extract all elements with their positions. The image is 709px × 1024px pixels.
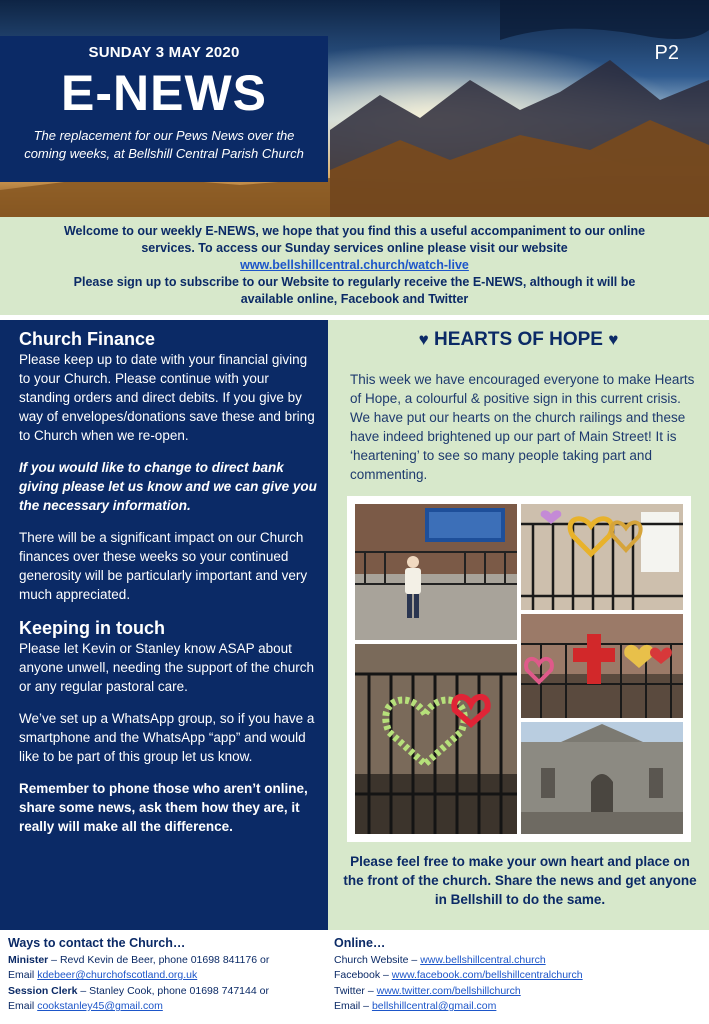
clerk-email-link[interactable]: cookstanley45@gmail.com	[37, 1000, 163, 1012]
hearts-body: This week we have encouraged everyone to make Hearts of Hope, a colourful & positive sign in this current crisis. We have put our hearts on the church railings and these have indeed brightened up our part of Main Street! It is ‘heartening’ to see so many people taking part and commenting.	[350, 372, 695, 482]
page-number: P2	[654, 42, 679, 64]
right-column	[328, 320, 709, 930]
online-heading: Online…	[334, 936, 386, 950]
subtitle	[8, 127, 320, 163]
twitter-label: Twitter –	[334, 984, 377, 997]
online-email-label: Email –	[334, 1000, 372, 1012]
keeping-paragraph-2: We’ve set up a WhatsApp group, so if you have a smartphone and the WhatsApp “app” and would like to be part of this group let us know.	[19, 711, 315, 764]
welcome-line-4: available online, Facebook and Twitter	[240, 292, 469, 306]
clerk-email-label: Email	[8, 1000, 38, 1012]
minister-email-label: Email	[8, 969, 38, 981]
minister-email-link[interactable]: kdebeer@churchofscotland.org.uk	[37, 969, 198, 981]
welcome-line-2: services. To access our Sunday services online please visit our website	[141, 241, 568, 255]
heart-icon: ♥	[608, 330, 619, 349]
facebook-label: Facebook –	[334, 969, 392, 981]
title-box	[0, 36, 328, 182]
photo-railing-hearts	[521, 504, 683, 610]
keeping-paragraph-3: Remember to phone those who aren’t online, share some news, ask them how they are, it really will make all the difference.	[19, 781, 308, 834]
finance-paragraph-2: If you would like to change to direct bank giving please let us know and we can give you the necessary information.	[19, 460, 317, 513]
minister-details: – Revd Kevin de Beer, phone 01698 841176 or	[48, 953, 270, 966]
twitter-link[interactable]: www.twitter.com/bellshillchurch	[376, 984, 521, 997]
subtitle-line-2: coming weeks, at Bellshill Central Parish Church	[24, 146, 304, 161]
online-email-link[interactable]: bellshillcentral@gmail.com	[371, 1000, 497, 1012]
hearts-call-to-action: Please feel free to make your own heart and place on the front of the church. Share the news and get anyone in Bellshill to do the same.	[343, 854, 697, 907]
finance-heading: Church Finance	[19, 329, 156, 349]
issue-date: SUNDAY 3 MAY 2020	[88, 44, 240, 61]
contact-column	[8, 936, 328, 1015]
hearts-title: HEARTS OF HOPE	[434, 329, 603, 350]
website-label: Church Website –	[334, 953, 421, 966]
website-link[interactable]: www.bellshillcentral.church	[420, 953, 546, 966]
finance-paragraph-3: There will be a significant impact on our Church finances over these weeks so your continued generosity will be particularly important and very much appreciated.	[19, 530, 308, 602]
welcome-line-1: Welcome to our weekly E-NEWS, we hope that you find this a useful accompaniment to our online	[63, 224, 646, 238]
photo-church-building	[521, 722, 683, 834]
newsletter-title: E-NEWS	[61, 65, 267, 121]
keeping-paragraph-1: Please let Kevin or Stanley know ASAP about anyone unwell, needing the support of the church or any regular pastoral care.	[19, 641, 314, 694]
photo-person-at-church	[355, 504, 517, 640]
welcome-banner	[0, 217, 709, 315]
clerk-details: – Stanley Cook, phone 01698 747144 or	[77, 984, 269, 997]
left-column	[0, 320, 328, 930]
contact-footer	[0, 930, 709, 1024]
facebook-link[interactable]: www.facebook.com/bellshillcentralchurch	[391, 969, 583, 981]
header-banner	[0, 0, 709, 217]
watch-live-link[interactable]: www.bellshillcentral.church/watch-live	[240, 258, 469, 272]
keeping-heading: Keeping in touch	[19, 618, 165, 638]
finance-paragraph-1: Please keep up to date with your financial giving to your Church. Please continue with your standing orders and direct debits. If you give by way of envelopes/donations save these and bring to Church when we re-open.	[19, 352, 315, 443]
contact-heading: Ways to contact the Church…	[8, 936, 186, 950]
heart-icon: ♥	[418, 330, 429, 349]
photo-green-heart	[355, 644, 517, 834]
online-column	[334, 936, 704, 1015]
minister-label: Minister	[8, 953, 49, 966]
clerk-label: Session Clerk	[8, 984, 78, 997]
photo-knitted-hearts	[521, 614, 683, 718]
welcome-line-3: Please sign up to subscribe to our Website to regularly receive the E-NEWS, although it will be	[73, 275, 636, 289]
subtitle-line-1: The replacement for our Pews News over the	[33, 128, 295, 143]
photo-collage	[347, 496, 691, 842]
hearts-heading	[328, 329, 709, 351]
